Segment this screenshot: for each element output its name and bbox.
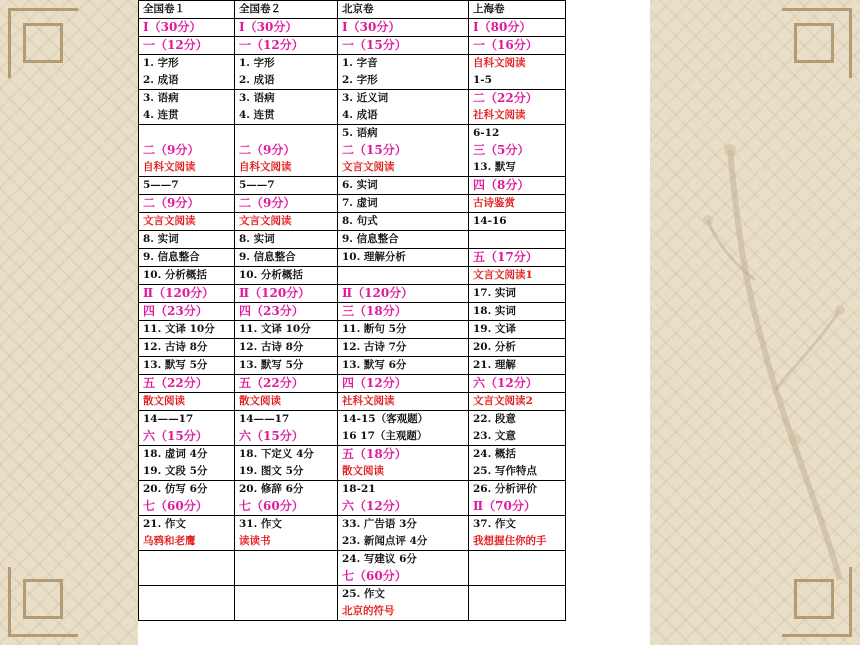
cell-line: 12. 古诗 7分 [342,341,407,353]
cell-line: 13. 默写 6分 [342,359,407,371]
table-row [139,125,566,177]
cell-national-2 [235,375,338,393]
cell-national-2 [235,125,338,177]
cell-line: 20. 分析 [473,341,516,353]
cell-beijing [338,393,469,411]
cell-shanghai [469,267,566,285]
cell-shanghai [469,393,566,411]
table-row [139,411,566,446]
cell-line: 14-16 [473,215,507,227]
cell-beijing [338,177,469,195]
cell-line: 9. 信息整合 [143,251,200,263]
cell-shanghai [469,357,566,375]
cell-line: 五（17分） [473,250,538,264]
column-header: 全国卷２ [239,3,281,15]
cell-national-2 [235,1,338,19]
cell-beijing [338,481,469,516]
cell-line: 23. 文意 [473,430,516,442]
cell-shanghai [469,551,566,586]
cell-line: 23. 新闻点评 4分 [342,535,428,547]
cell-national-1 [139,393,235,411]
table-row [139,177,566,195]
cell-national-2 [235,177,338,195]
cell-line [239,551,333,568]
cell-beijing [338,516,469,551]
cell-line: 七（60分） [143,499,208,513]
table-row [139,481,566,516]
cell-national-2 [235,55,338,90]
cell-line: 散文阅读 [143,395,185,407]
cell-line: 一（12分） [143,38,208,52]
cell-shanghai [469,19,566,37]
table-row [139,357,566,375]
cell-line: 四（23分） [239,304,304,318]
cell-line: 3. 近义词 [342,92,389,104]
cell-shanghai [469,90,566,125]
cell-line: 9. 信息整合 [342,233,399,245]
cell-line: 21. 作文 [143,518,186,530]
cell-line: 3. 语病 [239,92,275,104]
cell-shanghai [469,231,566,249]
cell-line: 11. 文译 10分 [239,323,311,335]
cell-line: 2. 字形 [342,74,378,86]
cell-national-2 [235,285,338,303]
cell-line: Ⅰ（30分） [239,20,298,34]
cell-line: 乌鸦和老鹰 [143,535,196,547]
cell-line: 我想握住你的手 [473,535,547,547]
cell-line: 13. 默写 [473,161,516,173]
cell-national-1 [139,90,235,125]
cell-line: 3. 语病 [143,92,179,104]
cell-line: 19. 文译 [473,323,516,335]
cell-line: 9. 信息整合 [239,251,296,263]
cell-national-2 [235,551,338,586]
cell-line: 14-15（客观题） [342,413,429,425]
cell-national-1 [139,411,235,446]
corner-ornament-bottom-left [8,567,78,637]
cell-line: 社科文阅读 [342,395,395,407]
cell-beijing [338,357,469,375]
cell-line: Ⅱ（70分） [473,499,536,513]
cell-line: 北京的符号 [342,605,395,617]
cell-line: 1. 字音 [342,57,378,69]
cell-line: 五（22分） [143,376,208,390]
cell-line [473,231,561,248]
cell-shanghai [469,125,566,177]
cell-beijing [338,90,469,125]
table-row [139,446,566,481]
cell-line: 文言文阅读 [143,215,196,227]
cell-national-2 [235,303,338,321]
cell-line: 4. 连贯 [239,109,275,121]
cell-national-1 [139,55,235,90]
cell-shanghai [469,285,566,303]
cell-line: 六（12分） [342,499,407,513]
cell-line: 4. 连贯 [143,109,179,121]
cell-line: 三（5分） [473,143,530,157]
cell-line: 10. 分析概括 [143,269,207,281]
cell-line: 四（12分） [342,376,407,390]
cell-line: 七（60分） [239,499,304,513]
cell-line: 31. 作文 [239,518,282,530]
table-row [139,19,566,37]
cell-national-1 [139,357,235,375]
cell-line: 8. 实词 [143,233,179,245]
cell-national-1 [139,516,235,551]
cell-line: 1. 字形 [239,57,275,69]
cell-line: 22. 段意 [473,413,516,425]
cell-line: 16 17（主观题） [342,430,428,442]
cell-line: 21. 理解 [473,359,516,371]
cell-line: 6-12 [473,127,500,139]
column-header: 上海卷 [473,3,505,15]
cell-national-1 [139,321,235,339]
cell-line: 六（15分） [239,429,304,443]
column-header: 北京卷 [342,3,374,15]
cell-line [473,551,561,568]
cell-beijing [338,285,469,303]
cell-line: 二（9分） [239,196,296,210]
cell-beijing [338,303,469,321]
cell-national-1 [139,37,235,55]
cell-national-1 [139,267,235,285]
cell-line: 四（23分） [143,304,208,318]
cell-line: 一（16分） [473,38,538,52]
cell-line: Ⅰ（30分） [143,20,202,34]
cell-line: Ⅱ（120分） [239,286,311,300]
cell-line: 一（15分） [342,38,407,52]
cell-beijing [338,195,469,213]
cell-line: 18. 实词 [473,305,516,317]
cell-beijing [338,19,469,37]
cell-national-2 [235,446,338,481]
cell-line [239,125,333,142]
cell-shanghai [469,177,566,195]
cell-beijing [338,231,469,249]
cell-beijing [338,321,469,339]
cell-line: 古诗鉴赏 [473,197,515,209]
cell-national-2 [235,481,338,516]
cell-national-1 [139,231,235,249]
cell-national-2 [235,37,338,55]
cell-national-2 [235,195,338,213]
cell-line: 六（15分） [143,429,208,443]
cell-line: 2. 成语 [143,74,179,86]
cell-line: 文言文阅读 [239,215,292,227]
cell-national-1 [139,125,235,177]
cell-line: 25. 作文 [342,588,385,600]
cell-national-1 [139,213,235,231]
cell-line: 33. 广告语 3分 [342,518,417,530]
cell-line: 18. 虚词 4分 [143,448,208,460]
cell-line: 7. 虚词 [342,197,378,209]
corner-ornament-top-left [8,8,78,78]
cell-beijing [338,55,469,90]
cell-line: 一（12分） [239,38,304,52]
cell-line: Ⅱ（120分） [143,286,215,300]
cell-national-1 [139,303,235,321]
cell-beijing [338,411,469,446]
cell-national-1 [139,339,235,357]
cell-national-2 [235,19,338,37]
cell-line: 读读书 [239,535,271,547]
cell-national-2 [235,516,338,551]
cell-beijing [338,249,469,267]
table-row [139,55,566,90]
cell-national-2 [235,90,338,125]
cell-beijing [338,551,469,586]
cell-line: 12. 古诗 8分 [239,341,304,353]
cell-national-2 [235,213,338,231]
cell-line: Ⅱ（120分） [342,286,414,300]
cell-national-1 [139,195,235,213]
cell-line: 5. 语病 [342,127,378,139]
left-decorative-panel [0,0,138,645]
table-row [139,213,566,231]
cell-line: 三（18分） [342,304,407,318]
cell-line [473,586,561,603]
cell-beijing [338,1,469,19]
cell-shanghai [469,195,566,213]
cell-line [239,586,333,603]
cell-beijing [338,213,469,231]
cell-shanghai [469,1,566,19]
cell-line: 10. 分析概括 [239,269,303,281]
cell-national-1 [139,446,235,481]
cell-line: 五（18分） [342,447,407,461]
cell-line: 自科文阅读 [473,57,526,69]
table-row [139,375,566,393]
table-row [139,285,566,303]
column-header: 全国卷１ [143,3,185,15]
cell-line: 25. 写作特点 [473,465,537,477]
cell-line: 二（9分） [143,143,200,157]
cell-line [143,551,230,568]
cell-line: 24. 写建议 6分 [342,553,417,565]
table-row [139,586,566,621]
cell-line: 11. 文译 10分 [143,323,215,335]
cell-national-2 [235,231,338,249]
cell-national-1 [139,586,235,621]
cell-line [143,125,230,142]
cell-national-1 [139,19,235,37]
cell-line: 自科文阅读 [239,161,292,173]
cell-line: 19. 图文 5分 [239,465,304,477]
cell-line: 20. 修辞 6分 [239,483,304,495]
table-row [139,267,566,285]
cell-national-1 [139,481,235,516]
cell-line [143,586,230,603]
table-row [139,393,566,411]
cell-line: 37. 作文 [473,518,516,530]
cell-beijing [338,267,469,285]
cell-line: Ⅰ（80分） [473,20,532,34]
cell-national-1 [139,551,235,586]
cell-line: 文言文阅读1 [473,269,533,281]
cell-shanghai [469,339,566,357]
cell-line: 散文阅读 [239,395,281,407]
cell-shanghai [469,446,566,481]
table-row [139,249,566,267]
cell-line: 二（15分） [342,143,407,157]
cell-line: 二（9分） [143,196,200,210]
cell-national-2 [235,267,338,285]
cell-line: 24. 概括 [473,448,516,460]
cell-national-2 [235,586,338,621]
cell-line: 14——17 [239,413,290,425]
cell-national-1 [139,177,235,195]
cell-line: 20. 仿写 6分 [143,483,208,495]
cell-national-2 [235,357,338,375]
table-row [139,516,566,551]
cell-line: 13. 默写 5分 [143,359,208,371]
cell-beijing [338,125,469,177]
cell-line: 4. 成语 [342,109,378,121]
cell-line: 18-21 [342,483,376,495]
table-row [139,339,566,357]
cell-line: Ⅰ（30分） [342,20,401,34]
cell-line: 10. 理解分析 [342,251,406,263]
cell-shanghai [469,411,566,446]
cell-line: 8. 实词 [239,233,275,245]
table-row [139,90,566,125]
cell-beijing [338,375,469,393]
cell-line: 二（22分） [473,91,538,105]
cell-line: 18. 下定义 4分 [239,448,314,460]
cell-line: 2. 成语 [239,74,275,86]
cell-national-2 [235,393,338,411]
cell-line: 19. 文段 5分 [143,465,208,477]
cell-shanghai [469,213,566,231]
cell-national-2 [235,339,338,357]
exam-structure-table [138,0,566,621]
cell-line: 26. 分析评价 [473,483,537,495]
cell-line: 五（22分） [239,376,304,390]
cell-national-1 [139,249,235,267]
cell-line: 二（9分） [239,143,296,157]
cell-national-1 [139,375,235,393]
cell-line: 四（8分） [473,178,530,192]
cell-beijing [338,37,469,55]
cell-shanghai [469,481,566,516]
cell-line: 14——17 [143,413,194,425]
cell-line: 散文阅读 [342,465,384,477]
cell-line: 社科文阅读 [473,109,526,121]
corner-ornament-top-right [782,8,852,78]
cell-beijing [338,339,469,357]
cell-line: 6. 实词 [342,179,378,191]
cell-shanghai [469,516,566,551]
cell-national-2 [235,321,338,339]
table-row [139,303,566,321]
cell-shanghai [469,55,566,90]
cell-shanghai [469,321,566,339]
cell-shanghai [469,586,566,621]
table-header-row [139,1,566,19]
cell-line: 13. 默写 5分 [239,359,304,371]
cell-shanghai [469,249,566,267]
cell-shanghai [469,303,566,321]
cell-line: 六（12分） [473,376,538,390]
cell-shanghai [469,375,566,393]
cell-national-2 [235,411,338,446]
cell-line: 文言文阅读2 [473,395,533,407]
cell-line: 12. 古诗 8分 [143,341,208,353]
cell-line: 11. 断句 5分 [342,323,407,335]
table-row [139,321,566,339]
plum-branch-decoration [700,110,850,590]
cell-national-1 [139,285,235,303]
table-row [139,551,566,586]
cell-line: 文言文阅读 [342,161,395,173]
cell-line: 8. 句式 [342,215,378,227]
table-row [139,37,566,55]
cell-shanghai [469,37,566,55]
table-row [139,195,566,213]
cell-line: 17. 实词 [473,287,516,299]
cell-beijing [338,446,469,481]
cell-line: 5——7 [143,179,179,191]
cell-national-2 [235,249,338,267]
cell-beijing [338,586,469,621]
cell-line: 1. 字形 [143,57,179,69]
cell-line: 自科文阅读 [143,161,196,173]
cell-line [342,267,464,284]
cell-line: 5——7 [239,179,275,191]
cell-line: 七（60分） [342,569,407,583]
cell-line: 1-5 [473,74,492,86]
table-row [139,231,566,249]
cell-national-1 [139,1,235,19]
